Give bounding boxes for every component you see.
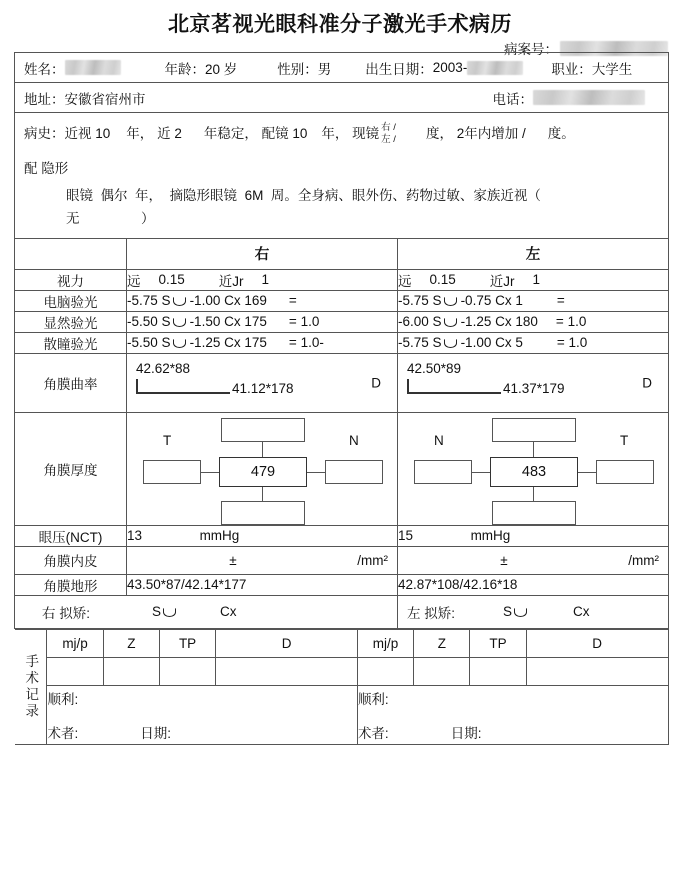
table-row-endothelium	[15, 546, 669, 574]
mr-left-eq: =	[555, 314, 564, 330]
cr-right-cx-label: Cx	[224, 335, 241, 351]
surgery-right-date-label: 日期:	[140, 725, 171, 741]
connector-line	[307, 472, 325, 473]
table-row-autorefraction	[15, 290, 669, 311]
row-label-autorefraction: 电脑验光	[15, 290, 127, 311]
planned-right-label: 拟矫:	[59, 605, 91, 621]
stable-years: 2	[174, 126, 182, 142]
contact-info-cell	[15, 83, 669, 113]
ar-left-sphere: -5.75	[398, 293, 429, 309]
ar-left-axis: 1	[515, 293, 523, 309]
iop-left-cell	[398, 525, 669, 546]
planned-right-s-label: S	[152, 604, 162, 620]
surgery-right-col-d: D	[216, 629, 358, 657]
planned-left-label: 拟矫:	[424, 605, 456, 621]
spherical-circle-icon	[173, 297, 186, 306]
occupation-value: 大学生	[591, 61, 633, 77]
row-label-keratometry: 角膜曲率	[15, 353, 127, 412]
history-line-2: 配 隐形	[24, 160, 69, 176]
spherical-circle-icon	[514, 608, 527, 617]
surgery-left-col-mjp: mj/p	[357, 629, 413, 657]
planned-left-cell	[398, 595, 669, 628]
keratometry-left-k1: 42.50*89	[407, 360, 462, 376]
pachymetry-right-nasal-label: N	[349, 432, 359, 448]
address-field	[24, 88, 146, 108]
patient-info-cell	[15, 53, 669, 83]
surgery-left-col-d: D	[526, 629, 668, 657]
surgery-right-val-d[interactable]	[216, 657, 358, 685]
row-label-endothelium: 角膜内皮	[15, 546, 127, 574]
pachymetry-left-temporal-box[interactable]	[596, 460, 654, 484]
keratometry-bracket-icon	[407, 379, 501, 394]
row-label-topography: 角膜地形	[15, 574, 127, 595]
systemic-history-text: 周。全身病、眼外伤、药物过敏、家族近视（	[270, 187, 541, 203]
degree-unit-1: 度，	[425, 126, 453, 142]
keratometry-right-cell	[127, 353, 398, 412]
keratometry-right-k2: 41.12*178	[232, 380, 294, 396]
cr-left-cx-label: Cx	[495, 335, 512, 351]
endothelium-right-cell	[127, 546, 398, 574]
pachymetry-right-superior-box[interactable]	[221, 418, 305, 442]
ar-left-cyl: -0.75	[460, 293, 492, 309]
history-cell	[15, 113, 669, 239]
row-label-cycloplegic-refraction: 散瞳验光	[15, 332, 127, 353]
pachymetry-left-superior-box[interactable]	[492, 418, 576, 442]
endothelium-left-unit: /mm²	[628, 552, 660, 568]
occupation-field	[551, 58, 632, 78]
age-field	[165, 58, 238, 78]
acuity-right-far-label: 远	[127, 273, 141, 289]
ar-left-eq: =	[556, 293, 565, 309]
planned-right-cell	[15, 595, 398, 628]
pachymetry-left-nasal-label: N	[434, 432, 444, 448]
address-value: 安徽省宿州市	[64, 91, 146, 107]
iop-left-unit: mmHg	[470, 528, 511, 544]
mr-right-axis: 175	[244, 314, 267, 330]
pachymetry-right-inferior-box[interactable]	[221, 501, 305, 525]
mr-left-cyl: -1.25	[460, 314, 492, 330]
table-row-iop	[15, 525, 669, 546]
iop-right-cell	[127, 525, 398, 546]
address-label: 地址：	[24, 91, 65, 107]
surgery-left-date-label: 日期:	[450, 725, 482, 741]
connector-line	[262, 442, 263, 457]
surgery-right-smooth-label: 顺利:	[47, 691, 79, 707]
mr-right-s-label: S	[161, 314, 171, 330]
row-label-manifest-refraction: 显然验光	[15, 311, 127, 332]
age-label: 年龄：	[164, 61, 205, 77]
ar-left-cx-label: Cx	[495, 293, 512, 309]
pachymetry-left-diagram	[412, 419, 654, 523]
increase-label: 2年内增加 /	[456, 126, 526, 142]
row-label-iop: 眼压(NCT)	[15, 525, 127, 546]
history-line-3	[24, 186, 659, 207]
remove-contact-label: 摘隐形眼镜	[169, 187, 238, 203]
planned-left-s-label: S	[503, 604, 513, 620]
cr-left-s-label: S	[432, 335, 442, 351]
gender-field	[277, 58, 331, 78]
mr-left-va: 1.0	[567, 314, 587, 330]
cr-right-sphere: -5.50	[127, 335, 158, 351]
page-title: 北京茗视光眼科准分子激光手术病历	[168, 13, 512, 36]
cr-right-cyl: -1.25	[189, 335, 221, 351]
acuity-left-far-value: 0.15	[429, 272, 456, 288]
connector-line	[533, 487, 534, 501]
year-unit: 年，	[126, 126, 154, 142]
surgery-left-val-z[interactable]	[414, 657, 470, 685]
gender-value: 男	[317, 61, 332, 77]
acuity-left-cell	[398, 269, 669, 290]
name-redaction	[65, 60, 121, 75]
planned-left-eye-label: 左	[407, 605, 421, 621]
ar-right-cyl: -1.00	[189, 293, 221, 309]
contact-years: 年，	[135, 187, 163, 203]
surgery-right-val-z[interactable]	[103, 657, 159, 685]
surgery-section-label: 手术记录	[23, 653, 39, 720]
birthdate-label: 出生日期：	[365, 61, 433, 77]
surgery-left-footer	[357, 685, 668, 744]
glasses-word: 眼镜	[66, 187, 93, 203]
surgery-right-val-tp[interactable]	[159, 657, 215, 685]
keratometry-left-unit: D	[642, 375, 653, 391]
pachymetry-left-center-value: 483	[490, 457, 578, 487]
spherical-circle-icon	[444, 297, 457, 306]
surgery-right-col-mjp: mj/p	[47, 629, 103, 657]
surgery-right-val-mjp[interactable]	[47, 657, 103, 685]
mr-right-sphere: -5.50	[127, 314, 158, 330]
acuity-right-far-value: 0.15	[158, 272, 185, 288]
contact-info-row	[15, 83, 669, 113]
phone-redaction	[533, 90, 645, 105]
acuity-left-near-value: 1	[532, 272, 541, 288]
cr-right-s-label: S	[161, 335, 171, 351]
right-eye-mark: 右 /	[381, 122, 396, 133]
mr-left-axis: 180	[515, 314, 538, 330]
surgery-value-row	[15, 657, 669, 685]
stable-suffix: 年稳定，	[203, 126, 258, 142]
topography-right-value: 43.50*87/42.14*177	[127, 574, 398, 595]
cr-left-va: 1.0	[568, 335, 588, 351]
record-table	[14, 52, 669, 745]
pachymetry-left-cell	[398, 412, 669, 525]
left-eye-mark: 左 /	[381, 133, 396, 145]
autorefraction-right-cell	[127, 290, 398, 311]
keratometry-right-k1: 42.62*88	[136, 360, 191, 376]
right-left-marks	[381, 122, 396, 146]
connector-line	[578, 472, 596, 473]
birthdate-redaction	[467, 61, 523, 75]
case-number-label: 病案号：	[504, 42, 558, 57]
pachymetry-right-diagram	[141, 419, 383, 523]
autorefraction-left-cell	[398, 290, 669, 311]
topography-left-value: 42.87*108/42.16*18	[398, 574, 669, 595]
acuity-right-cell	[127, 269, 398, 290]
connector-line	[533, 442, 534, 457]
table-row-planned-correction	[15, 595, 669, 628]
manifest-right-cell	[127, 311, 398, 332]
birthdate-value: 2003-	[432, 60, 468, 75]
mr-right-va: 1.0	[300, 314, 320, 330]
surgery-record-cell	[15, 628, 669, 745]
history-line-1	[24, 123, 659, 147]
cr-right-axis: 175	[244, 335, 267, 351]
degree-unit-2: 度。	[547, 126, 575, 142]
cr-right-va: 1.0-	[300, 335, 324, 351]
surgery-left-smooth-label: 顺利:	[357, 691, 389, 707]
surgery-header-row	[15, 629, 669, 657]
cr-left-cyl: -1.00	[460, 335, 492, 351]
surgery-left-val-d[interactable]	[526, 657, 668, 685]
cr-left-eq: =	[556, 335, 565, 351]
surgery-left-val-tp[interactable]	[470, 657, 526, 685]
ar-right-sphere: -5.75	[127, 293, 158, 309]
surgery-right-footer	[47, 685, 357, 744]
table-row-surgery-record	[15, 628, 669, 745]
current-rx-label: 现镜	[352, 126, 380, 142]
keratometry-left-k2: 41.37*179	[503, 380, 565, 396]
mr-right-eq: =	[288, 314, 297, 330]
surgery-left-val-mjp[interactable]	[357, 657, 413, 685]
remove-contact-duration: 6M	[244, 187, 264, 203]
endothelium-right-symbol: ±	[229, 552, 237, 568]
keratometry-bracket-icon	[136, 379, 230, 394]
spherical-circle-icon	[444, 318, 457, 327]
acuity-left-far-label: 远	[398, 273, 412, 289]
table-row-acuity	[15, 269, 669, 290]
surgery-section-label-cell	[15, 629, 47, 744]
ar-right-cx-label: Cx	[224, 293, 241, 309]
table-row-manifest-refraction	[15, 311, 669, 332]
birthdate-field	[365, 58, 523, 78]
history-row	[15, 113, 669, 239]
myopia-years: 10	[95, 126, 111, 142]
eye-header-row	[15, 238, 669, 269]
table-row-pachymetry	[15, 412, 669, 525]
stable-prefix: 近	[157, 126, 171, 142]
iop-right-value: 13	[127, 528, 143, 544]
cycloplegic-left-cell	[398, 332, 669, 353]
right-eye-header: 右	[127, 238, 398, 269]
pachymetry-right-temporal-box[interactable]	[143, 460, 201, 484]
glasses-prefix: 配镜	[261, 126, 289, 142]
endothelium-left-cell	[398, 546, 669, 574]
planned-right-cx-label: Cx	[220, 604, 237, 620]
surgery-left-surgeon-label: 术者:	[357, 725, 389, 741]
ar-right-s-label: S	[161, 293, 171, 309]
surgery-right-col-z: Z	[103, 629, 159, 657]
systemic-history-answer: 无	[66, 210, 80, 226]
acuity-left-near-label: 近Jr	[489, 273, 515, 289]
surgery-footer-row	[15, 685, 669, 744]
paren-close: ）	[141, 210, 155, 226]
mr-left-sphere: -6.00	[398, 314, 429, 330]
endothelium-left-symbol: ±	[500, 552, 508, 568]
glasses-suffix: 年，	[321, 126, 349, 142]
pachymetry-right-nasal-box[interactable]	[325, 460, 383, 484]
spherical-circle-icon	[173, 318, 186, 327]
pachymetry-right-center-value: 479	[219, 457, 307, 487]
cr-left-axis: 5	[515, 335, 523, 351]
acuity-right-near-label: 近Jr	[218, 273, 244, 289]
acuity-right-near-value: 1	[261, 272, 270, 288]
connector-line	[201, 472, 219, 473]
mr-right-cyl: -1.50	[189, 314, 221, 330]
iop-left-value: 15	[398, 528, 414, 544]
spherical-circle-icon	[163, 608, 176, 617]
surgery-right-col-tp: TP	[159, 629, 215, 657]
ar-right-eq: =	[288, 293, 297, 309]
history-line-4	[24, 209, 659, 230]
occupation-label: 职业：	[551, 61, 592, 77]
age-value: 20 岁	[205, 61, 238, 77]
gender-label: 性别：	[277, 61, 318, 77]
mr-left-s-label: S	[432, 314, 442, 330]
phone-label: 电话：	[492, 91, 534, 107]
glasses-years: 10	[292, 126, 308, 142]
mr-right-cx-label: Cx	[224, 314, 241, 330]
endothelium-right-unit: /mm²	[357, 552, 388, 568]
cr-left-sphere: -5.75	[398, 335, 429, 351]
connector-line	[262, 487, 263, 501]
history-prefix: 病史：近视	[24, 126, 92, 142]
cr-right-eq: =	[288, 335, 297, 351]
table-row-cycloplegic-refraction	[15, 332, 669, 353]
name-field	[24, 58, 121, 78]
row-label-pachymetry: 角膜厚度	[15, 412, 127, 525]
left-eye-header: 左	[398, 238, 669, 269]
cycloplegic-right-cell	[127, 332, 398, 353]
spherical-circle-icon	[173, 339, 186, 348]
pachymetry-left-nasal-box[interactable]	[414, 460, 472, 484]
pachymetry-left-inferior-box[interactable]	[492, 501, 576, 525]
table-row-topography	[15, 574, 669, 595]
contact-frequency: 偶尔	[100, 187, 128, 203]
spherical-circle-icon	[444, 339, 457, 348]
eye-header-blank	[15, 238, 127, 269]
keratometry-left-cell	[398, 353, 669, 412]
ar-left-s-label: S	[432, 293, 442, 309]
mr-left-cx-label: Cx	[495, 314, 512, 330]
manifest-left-cell	[398, 311, 669, 332]
keratometry-right-unit: D	[371, 375, 381, 391]
surgery-record-table	[15, 629, 669, 745]
name-label: 姓名：	[24, 61, 65, 77]
surgery-left-col-tp: TP	[470, 629, 526, 657]
connector-line	[472, 472, 490, 473]
phone-field	[493, 88, 646, 108]
pachymetry-right-cell	[127, 412, 398, 525]
pachymetry-right-temporal-label: T	[163, 432, 172, 448]
planned-right-eye-label: 右	[42, 605, 56, 621]
ar-right-axis: 169	[244, 293, 267, 309]
iop-right-unit: mmHg	[199, 528, 240, 544]
table-row-keratometry	[15, 353, 669, 412]
patient-info-row	[15, 53, 669, 83]
pachymetry-left-temporal-label: T	[620, 432, 629, 448]
surgery-right-surgeon-label: 术者:	[47, 725, 79, 741]
planned-left-cx-label: Cx	[573, 604, 590, 620]
surgery-left-col-z: Z	[414, 629, 470, 657]
row-label-acuity: 视力	[15, 269, 127, 290]
